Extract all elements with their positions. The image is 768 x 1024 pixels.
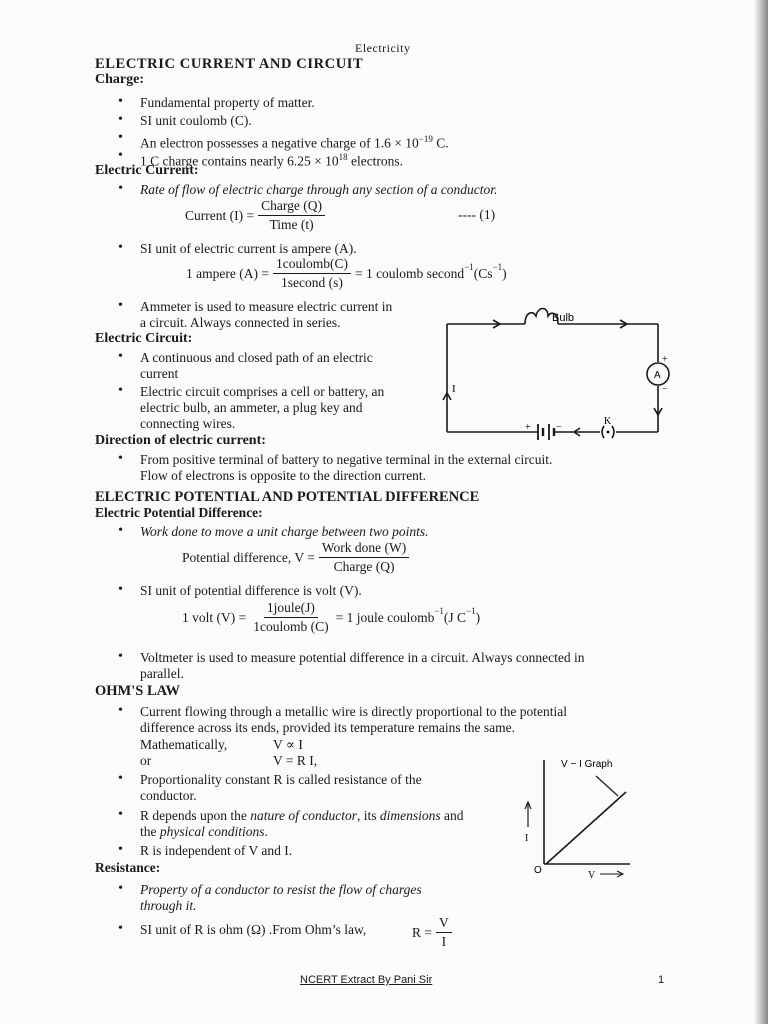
- current-definition: • Rate of flow of electric charge through any section of a conductor.: [140, 182, 497, 198]
- volt-formula: 1 volt (V) = $\frac{\text{1joule(J)}}{\text{1coulomb (C)}}$ = 1 joule coulomb $^{-1}$ (J C $^{-1}$ ): [182, 600, 481, 634]
- circuit-diagram: [430, 300, 680, 445]
- pd-formula: Potential difference, V = $\frac{\text{Work done (W)}}{\text{Charge (Q)}}$: [182, 540, 413, 575]
- charge-item-3: • An electron possesses a negative charge of $1.6 \times 10^{-19}$ C.: [140, 131, 449, 152]
- graph-ylabel: I: [525, 833, 529, 844]
- prop-line-2: conductor.: [140, 788, 197, 803]
- resistance-heading: Resistance:: [95, 860, 161, 875]
- circuit-heading: Electric Circuit:: [95, 331, 193, 346]
- key-label: K: [604, 416, 612, 427]
- circuit-item-1-line-2: current: [140, 366, 179, 381]
- cell-plus: +: [525, 422, 531, 433]
- circuit-item-2-line-3: connecting wires.: [140, 416, 236, 431]
- graph-title: V − I Graph: [561, 759, 613, 770]
- resistance-unit: • SI unit of R is ohm (Ω) .From Ohm’s law,: [140, 922, 366, 938]
- ohm-line-1: • Current flowing through a metallic wire is directly proportional to the potential: [140, 704, 567, 720]
- direction-line-1: • From positive terminal of battery to negative terminal in the external circuit.: [140, 452, 552, 468]
- ohm-proportional: V ∝ I: [273, 737, 303, 752]
- pd-definition: • Work done to move a unit charge between two points.: [140, 524, 428, 540]
- ohm-line-2: difference across its ends, provided its temperature remains the same.: [140, 720, 515, 735]
- depends-line-2: the physical conditions.: [140, 824, 268, 839]
- circuit-item-1-line-1: • A continuous and closed path of an electric: [140, 350, 373, 366]
- pd-heading: Electric Potential Difference:: [95, 505, 263, 520]
- vi-graph: [518, 752, 638, 882]
- current-si-unit: • SI unit of electric current is ampere (A).: [140, 241, 357, 257]
- graph-xlabel: V: [588, 870, 596, 881]
- graph-pointer: [596, 776, 618, 796]
- current-label: I: [452, 383, 456, 395]
- page-edge-shadow: [754, 0, 768, 1024]
- charge-item-1: • Fundamental property of matter.: [140, 95, 315, 111]
- independent-line: • R is independent of V and I.: [140, 843, 292, 859]
- charge-item-4: • 1 C charge contains nearly $6.25 \times 10^{18}$ electrons.: [140, 149, 403, 170]
- or-label: or: [140, 753, 152, 768]
- running-header: Electricity: [355, 41, 411, 55]
- vi-line: [546, 792, 626, 864]
- direction-heading: Direction of electric current:: [95, 433, 266, 448]
- ammeter-line-1: • Ammeter is used to measure electric current in: [140, 299, 392, 315]
- section-title-potential: ELECTRIC POTENTIAL AND POTENTIAL DIFFERENCE: [95, 489, 480, 505]
- current-heading: Electric Current:: [95, 163, 199, 178]
- charge-item-2: • SI unit coulomb (C).: [140, 113, 252, 129]
- section-title-current: ELECTRIC CURRENT AND CIRCUIT: [95, 56, 364, 72]
- plug-key-icon: [602, 426, 604, 438]
- depends-line-1: • R depends upon the nature of conductor, its dimensions and: [140, 808, 464, 824]
- ohm-equation: V = R I,: [273, 753, 318, 768]
- ammeter-line-2: a circuit. Always connected in series.: [140, 315, 341, 330]
- direction-line-2: Flow of electrons is opposite to the direction current.: [140, 468, 427, 483]
- ammeter-label: A: [654, 370, 661, 381]
- circuit-item-2-line-2: electric bulb, an ammeter, a plug key and: [140, 400, 363, 415]
- ammeter-minus: −: [662, 384, 668, 395]
- voltmeter-line-1: • Voltmeter is used to measure potential difference in a circuit. Always connected in: [140, 650, 585, 666]
- graph-origin: O: [534, 865, 542, 876]
- prop-line-1: • Proportionality constant R is called resistance of the: [140, 772, 422, 788]
- footer-credit: NCERT Extract By Pani Sir: [300, 974, 433, 986]
- resistance-def-1: • Property of a conductor to resist the flow of charges: [140, 882, 422, 898]
- circuit-item-2-line-1: • Electric circuit comprises a cell or battery, an: [140, 384, 384, 400]
- bulb-label: Bulb: [552, 312, 575, 324]
- pd-si-unit: • SI unit of potential difference is volt (V).: [140, 583, 362, 599]
- cell-minus: −: [556, 422, 562, 433]
- page-number: 1: [658, 974, 665, 986]
- section-title-ohm: OHM'S LAW: [95, 683, 180, 699]
- ampere-formula: 1 ampere (A) = $\frac{\text{1coulomb(C)}}{\text{1second (s)}}$ = 1 coulomb second $^{-1}$ (Cs $^{-1}$ ): [186, 256, 507, 290]
- resistance-formula: R = $\frac{V}{I}$: [412, 915, 456, 950]
- math-label: Mathematically,: [140, 737, 228, 752]
- voltmeter-line-2: parallel.: [140, 666, 184, 681]
- ammeter-plus: +: [662, 354, 668, 365]
- current-formula: Current (I) = $\frac{\text{Charge (Q)}}{\text{Time (t)}}$: [185, 198, 329, 233]
- charge-heading: Charge:: [95, 72, 144, 87]
- current-equation-tag: ---- (1): [458, 207, 496, 222]
- resistance-def-2: through it.: [140, 898, 197, 913]
